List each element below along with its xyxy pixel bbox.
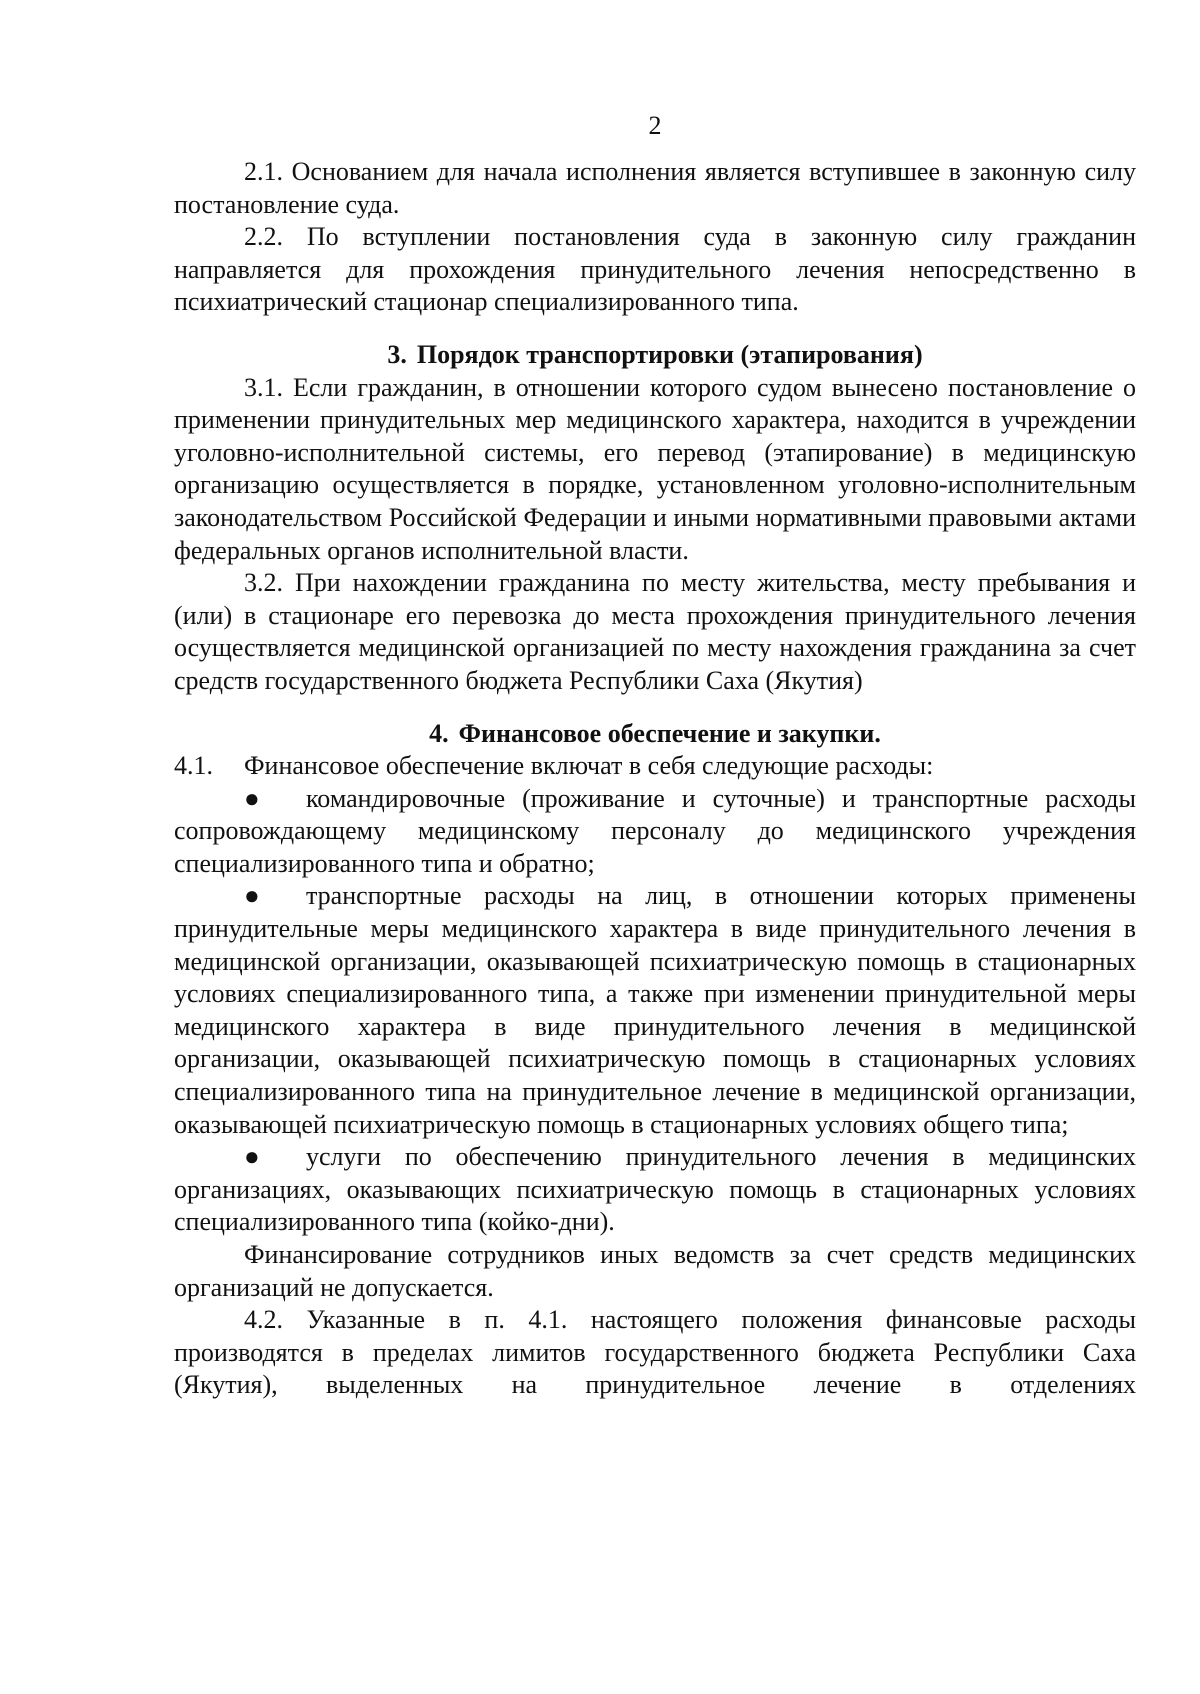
bullet-icon: ● (244, 1142, 260, 1172)
bullet-text-1: командировочные (проживание и суточные) и транспортные расходы сопровождающему медицинскому персоналу до медицинского учреждения специализированного типа и обратно; (174, 783, 1136, 878)
bullet-icon: ● (244, 881, 260, 911)
paragraph-4-2: 4.2. Указанные в п. 4.1. настоящего положения финансовые расходы производятся в пределах лимитов государственного бюджета Республики Саха (Якутия), выделенных на принудительное лечение в отделениях (174, 1305, 1136, 1400)
section-title-3: Порядок транспортировки (этапирования) (416, 339, 923, 369)
section-heading-3 (174, 339, 1136, 372)
paragraph-4-1 (174, 750, 1136, 783)
paragraph-2-2: 2.2. По вступлении постановления суда в законную силу гражданин направляется для прохождения принудительного лечения непосредственно в психиатрический стационар специализированного типа. (174, 222, 1136, 317)
page-number: 2 (648, 111, 662, 140)
paragraph-4-1-number: 4.1. (174, 751, 213, 781)
bullet-item-1 (174, 783, 1136, 881)
section-number-4: 4. (429, 718, 449, 748)
document-page (174, 110, 1136, 1402)
bullet-text-3: услуги по обеспечению принудительного лечения в медицинских организациях, оказывающих психиатрическую помощь в стационарных условиях специализированного типа (койко-дни). (174, 1142, 1136, 1237)
bullet-item-3 (174, 1141, 1136, 1239)
bullet-icon: ● (244, 783, 260, 813)
paragraph-financing: Финансирование сотрудников иных ведомств за счет средств медицинских организаций не допускается. (174, 1240, 1136, 1302)
paragraph-3-2: 3.2. При нахождении гражданина по месту жительства, месту пребывания и (или) в стационаре его перевозка до места прохождения принудительного лечения осуществляется медицинской организацией по месту нахождения гражданина за счет средств государственного бюджета Республики Саха (Якутия) (174, 568, 1136, 695)
paragraph-4-1-text: Финансовое обеспечение включат в себя следующие расходы: (244, 751, 934, 781)
section-number-3: 3. (387, 339, 407, 369)
bullet-text-2: транспортные расходы на лиц, в отношении которых применены принудительные меры медицинского характера в виде принудительного лечения в медицинской организации, оказывающей психиатрическую помощь в стационарных условиях специализированного типа, а также при изменении принудительной меры медицинского характера в виде принудительного лечения в медицинской организации, оказывающей психиатрическую помощь в стационарных условиях специализированного типа на принудительное лечение в медицинской организации, оказывающей психиатрическую помощь в стационарных условиях общего типа; (174, 881, 1136, 1139)
section-title-4: Финансовое обеспечение и закупки. (458, 718, 881, 748)
bullet-item-2 (174, 880, 1136, 1141)
paragraph-3-1: 3.1. Если гражданин, в отношении которого судом вынесено постановление о применении принудительных мер медицинского характера, находится в учреждении уголовно-исполнительной системы, его перевод (этапирование) в медицинскую организацию осуществляется в порядке, установленном уголовно-исполнительным законодательством Российской Федерации и иными нормативными правовыми актами федеральных органов исполнительной власти. (174, 372, 1136, 565)
paragraph-2-1: 2.1. Основанием для начала исполнения является вступившее в законную силу постановление суда. (174, 157, 1136, 219)
section-heading-4 (174, 718, 1136, 751)
